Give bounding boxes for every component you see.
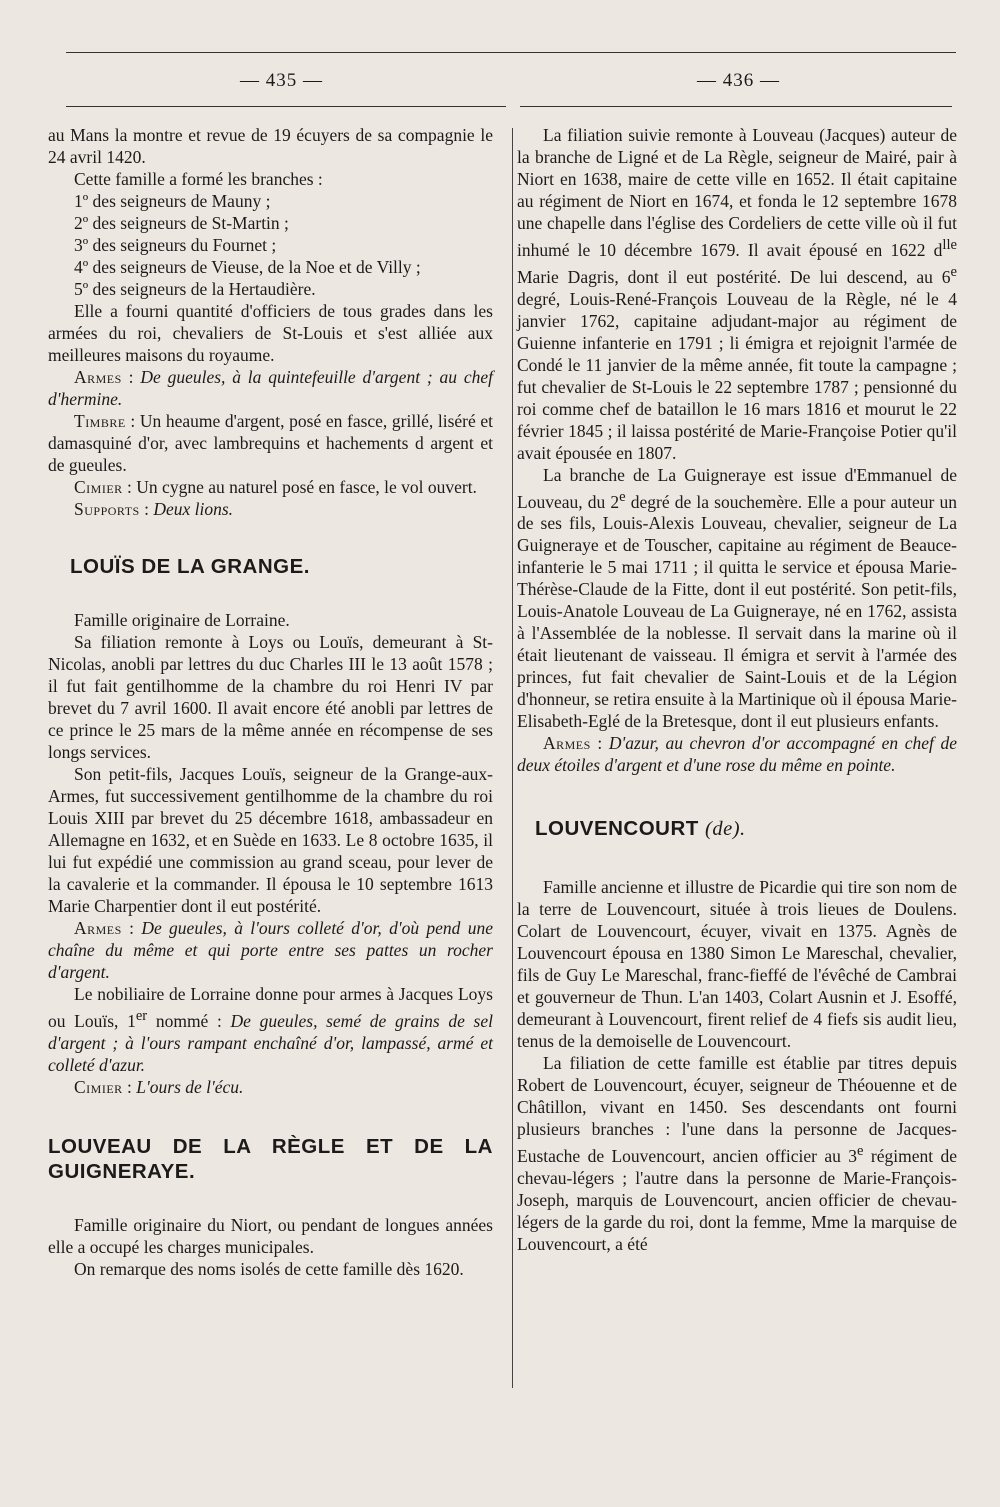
supports-text: Deux lions. — [153, 499, 234, 519]
branch-item: 2º des seigneurs de St-Martin ; — [74, 213, 289, 233]
superscript: lle — [942, 237, 957, 253]
cimier-entry: Cimier : Un cygne au naturel posé en fasce, le vol ouvert. — [74, 477, 477, 497]
armes-entry: Armes : D'azur, au chevron d'or accompagné en chef de deux étoiles d'argent et d'une rose du même en pointe. — [517, 733, 957, 776]
left-page-number: — 435 — — [240, 70, 323, 91]
superscript: er — [135, 1008, 148, 1024]
paragraph: Famille ancienne et illustre de Picardie qui tire son nom de la terre de Louvencourt, située à trois lieues de Doulens. Colart de Louvencourt, écuyer, vivait en 1375. Agnès de Louvencourt épousa en 1380 Simon Le Mareschal, chevalier, fils de Guy Le Mareschal, franc-fieffé de l'évêché de Cambrai et gouverneur de Thun. L'an 1403, Colart Ausnin et J. Esoffé, demeurant à Louvencourt, firent relief de 4 fiefs sis audit lieu, tenus de la demoiselle de Louvencourt. — [517, 877, 957, 1052]
paragraph: On remarque des noms isolés de cette famille dès 1620. — [74, 1258, 464, 1279]
paragraph: Famille originaire du Niort, ou pendant de longues années elle a occupé les charges municipales. — [48, 1214, 493, 1257]
text-run: régiment de chevau-légers ; l'autre dans la personne de Marie-François-Joseph, marquis de Louvencourt, ancien officier de chevau-légers de la garde du roi, dont la femme, Mme la marquise de Louvencourt, a été — [517, 1146, 958, 1255]
text-run: Marie Dagris, dont il eut postérité. De lui descend, au 6 — [517, 266, 951, 287]
armes-entry: Armes : De gueules, à l'ours colleté d'or, d'où pend une chaîne du même et qui porte entre ses pattes un rocher d'argent. — [48, 918, 493, 982]
section-heading-louvencourt — [535, 816, 957, 842]
paragraph — [48, 983, 493, 1076]
cimier-text: L'ours de l'écu. — [136, 1076, 244, 1097]
timbre-text: Un heaume d'argent, posé en fasce, grillé, liséré et damasquiné d'or, avec lambrequins et hachements d argent et de gueules. — [48, 411, 493, 475]
superscript: e — [619, 488, 626, 505]
paragraph: Elle a fourni quantité d'officiers de tous grades dans les armées du roi, chevaliers de St-Louis et s'est alliée aux meilleures maisons du royaume. — [48, 301, 493, 365]
branch-item: 1º des seigneurs de Mauny ; — [74, 191, 271, 211]
right-header-rule — [520, 106, 952, 107]
paragraph: Son petit-fils, Jacques Louïs, seigneur de la Grange-aux-Armes, fut successivement gentilhomme de la chambre du roi Louis XIII par brevet du 25 décembre 1618, ambassadeur en Allemagne en 1632, et en Suède en 1633. Le 8 octobre 1635, il lui fut expédié une commission au grand sceau, pour lever de la cavalerie et la commander. Il épousa le 10 septembre 1613 Marie Charpentier dont il eut postérité. — [48, 764, 493, 916]
paragraph — [517, 464, 957, 733]
timbre-label: Timbre — [74, 411, 126, 431]
right-page-number: — 436 — — [697, 70, 780, 91]
text-run: La filiation de cette famille est établie par titres depuis Robert de Louvencourt, écuyer, seigneur de Théouenne et de Châtillon, vivant en 1450. Ses descendants ont fourni plusieurs branches : l'une dans la personne de Jacques-Eustache de Louvencourt, ancien officier au 3 — [517, 1053, 957, 1167]
text-run: degré de la souchemère. Elle a pour auteur un de ses fils, Louis-Alexis Louveau, chevalier, seigneur de La Guigneraye et de Touscher, capitaine au régiment de Beauce-infanterie le 5 mai 1711 ; il quitta le service et épousa Marie-Thérèse-Claude de la Fitte, dont il eut postérité. Son petit-fils, Louis-Anatole Louveau de La Guigneraye, né en 1762, assista à l'Assemblée de la noblesse. Il servait dans la marine où il était lieutenant de vaisseau. Il émigra et servit à l'armée des princes, fut fait chevalier de Saint-Louis et de la Légion d'honneur, se retira ensuite à la Martinique où il épousa Marie-Elisabeth-Eglé de la Bretesque, dont il eut plusieurs enfants. — [517, 491, 957, 732]
text-run: degré, Louis-René-François Louveau de la Règle, né le 4 janvier 1762, capitaine adjudant-major au régiment de Guienne infanterie en 1791 ; li émigra et rejoignit l'armée de Condé le 11 janvier de la même année, fit toute la campagne ; fut chevalier de St-Louis le 22 septembre 1787 ; pensionné du roi comme chef de bataillon le 16 mars 1816 et mourut le 22 février 1845 ; il laissa postérité de Marie-Françoise Potier qu'il avait épousée en 1807. — [517, 288, 957, 463]
text-run: La filiation suivie remonte à Louveau (Jacques) auteur de la branche de Ligné et de La Règle, seigneur de Mairé, pair à Niort en 1638, maire de cette ville en 1652. Il était capitaine au régiment de Niort en 1674, et fonda le 12 septembre 1678 une chapelle dans l'église des Cordeliers de cette ville où il fut inhumé le 10 décembre 1679. Il avait épousé en 1622 d — [517, 125, 957, 260]
supports-label: Supports — [74, 499, 140, 519]
armes-label: Armes — [74, 918, 122, 938]
section-heading-grange: LOUÏS DE LA GRANGE. — [70, 555, 310, 578]
blazon-text: De gueules, semé de grains de sel d'argent ; à l'ours rampant enchaîné d'or, lampassé, armé et colleté d'azur. — [48, 1010, 493, 1075]
text-run: nommé : — [147, 1010, 231, 1031]
armes-label: Armes — [543, 733, 591, 754]
armes-text: De gueules, à la quintefeuille d'argent ; au chef d'hermine. — [48, 367, 493, 409]
top-rule — [66, 52, 956, 53]
armes-text: D'azur, au chevron d'or accompagné en chef de deux étoiles d'argent et d'une rose du même en pointe. — [517, 733, 957, 776]
cimier-label: Cimier — [74, 1076, 123, 1097]
branch-item: 4º des seigneurs de Vieuse, de la Noe et de Villy ; — [74, 257, 421, 277]
paragraph — [517, 1052, 957, 1255]
column-divider — [512, 128, 513, 1388]
text-run: La branche de La Guigneraye est issue d'Emmanuel de Louveau, du 2 — [517, 464, 957, 512]
supports-entry: Supports : Deux lions. — [74, 499, 234, 519]
cimier-entry: Cimier : L'ours de l'écu. — [74, 1076, 244, 1097]
section-heading-louveau: LOUVEAU DE LA RÈGLE ET DE LA GUIGNERAYE. — [48, 1134, 493, 1183]
text-run: Le nobiliaire de Lorraine donne pour armes à Jacques Loys ou Louïs, 1 — [48, 984, 493, 1031]
left-column — [48, 124, 493, 1280]
superscript: e — [857, 1143, 864, 1160]
branch-item: 3º des seigneurs du Fournet ; — [74, 235, 277, 255]
armes-text: De gueules, à l'ours colleté d'or, d'où pend une chaîne du même et qui porte entre ses pattes un rocher d'argent. — [48, 918, 493, 982]
heading-text: LOUVENCOURT — [535, 817, 699, 841]
armes-entry: Armes : De gueules, à la quintefeuille d'argent ; au chef d'hermine. — [48, 367, 493, 409]
paragraph: Cette famille a formé les branches : — [74, 169, 323, 189]
branch-item: 5º des seigneurs de la Hertaudière. — [74, 279, 316, 299]
cimier-label: Cimier — [74, 477, 123, 497]
superscript: e — [950, 263, 957, 280]
paragraph: au Mans la montre et revue de 19 écuyers de sa compagnie le 24 avril 1420. — [48, 125, 493, 167]
paragraph — [517, 124, 957, 464]
timbre-entry: Timbre : Un heaume d'argent, posé en fasce, grillé, liséré et damasquiné d'or, avec lambrequins et hachements d argent et de gueules. — [48, 411, 493, 475]
paragraph: Famille originaire de Lorraine. — [74, 610, 290, 630]
paragraph: Sa filiation remonte à Loys ou Louïs, demeurant à St-Nicolas, anobli par lettres du duc Charles III le 13 août 1578 ; il fut fait gentilhomme de la chambre du roi Henri IV par brevet du 7 avril 1600. Il avait encore été anobli par lettres de ce prince le 25 mars de la même année en récompense de ses longs services. — [48, 632, 493, 762]
cimier-text: Un cygne au naturel posé en fasce, le vol ouvert. — [136, 477, 477, 497]
armes-label: Armes — [74, 367, 122, 387]
heading-particle: (de). — [705, 818, 746, 841]
left-header-rule — [66, 106, 506, 107]
right-column — [517, 124, 957, 1255]
